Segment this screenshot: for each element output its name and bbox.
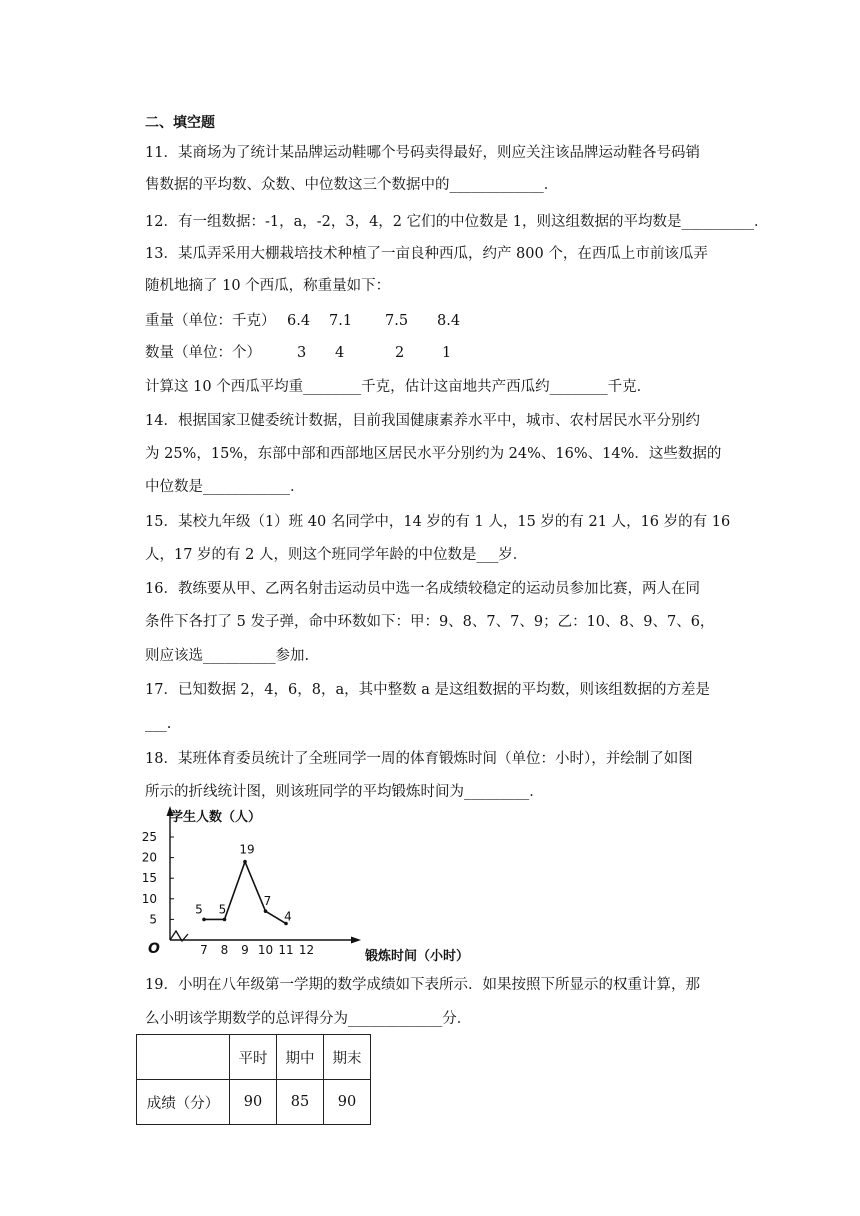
data-label: 5 xyxy=(218,902,227,917)
table-header-cell: 平时 xyxy=(230,1035,277,1080)
q16-line-3: 则应该选__________参加. xyxy=(145,648,310,664)
table-header-cell: 期中 xyxy=(277,1035,324,1080)
section-title: 二、填空题 xyxy=(145,115,215,131)
x-tick-label: 12 xyxy=(298,943,315,957)
data-label: 7 xyxy=(263,894,272,909)
data-point xyxy=(243,860,247,864)
y-tick-label: 20 xyxy=(141,850,157,865)
weight-value: 8.4 xyxy=(437,313,461,329)
q17-line-2: ___. xyxy=(145,716,172,732)
data-point xyxy=(223,918,227,922)
table-header-cell xyxy=(137,1035,230,1080)
weight-value: 6.4 xyxy=(287,313,311,329)
q15-line-2: 人，17 岁的有 2 人，则这个班同学年龄的中位数是___岁． xyxy=(145,547,528,563)
q13-weight-row xyxy=(145,311,665,331)
y-tick-label: 15 xyxy=(141,871,157,886)
q14-line-1: 14．根据国家卫健委统计数据，目前我国健康素养水平中，城市、农村居民水平分别约 xyxy=(145,413,700,429)
count-value: 3 xyxy=(297,345,307,361)
table-row-label: 成绩（分） xyxy=(137,1080,230,1125)
x-tick-label: 8 xyxy=(220,943,229,957)
q19-line-1: 19．小明在八年级第一学期的数学成绩如下表所示．如果按照下所显示的权重计算，那 xyxy=(145,977,700,993)
q18-line-1: 18．某班体育委员统计了全班同学一周的体育锻炼时间（单位：小时），并绘制了如图 xyxy=(145,751,693,767)
x-tick-label: 7 xyxy=(200,943,208,957)
q16-line-1: 16．教练要从甲、乙两名射击运动员中选一名成绩较稳定的运动员参加比赛，两人在同 xyxy=(145,581,700,597)
q13-count-row xyxy=(145,343,665,363)
q15-line-1: 15．某校九年级（1）班 40 名同学中，14 岁的有 1 人，15 岁的有 21 人，16 岁的有 16 xyxy=(145,514,731,530)
x-tick-label: 9 xyxy=(241,943,249,957)
q11-line-2: 售数据的平均数、众数、中位数这三个数据中的_____________． xyxy=(145,177,559,193)
q13-line-1: 13．某瓜弄采用大棚栽培技术种植了一亩良种西瓜，约产 800 个，在西瓜上市前该瓜弄 xyxy=(145,246,708,262)
table-row xyxy=(137,1080,371,1125)
count-value: 4 xyxy=(335,345,345,361)
y-tick-label: 25 xyxy=(141,830,157,844)
x-axis-arrow xyxy=(351,937,361,944)
q13-line-3: 计算这 10 个西瓜平均重________千克，估计这亩地共产西瓜约________千克． xyxy=(145,379,652,395)
table-header-cell: 期末 xyxy=(324,1035,371,1080)
count-value: 2 xyxy=(395,345,405,361)
q16-line-2: 条件下各打了 5 发子弹，命中环数如下：甲：9、8、7、7、9；乙：10、8、9、7、6， xyxy=(145,614,715,630)
data-point xyxy=(264,909,268,913)
x-axis-title: 锻炼时间（小时） xyxy=(365,949,470,964)
data-label: 5 xyxy=(195,902,203,917)
weight-value: 7.5 xyxy=(385,313,409,329)
q19-line-2: 么小明该学期数学的总评得分为_____________分． xyxy=(145,1011,472,1027)
data-label: 19 xyxy=(239,842,255,857)
table-cell: 85 xyxy=(277,1080,324,1125)
x-tick-label: 10 xyxy=(257,943,274,957)
y-tick-label: 10 xyxy=(141,891,157,906)
weight-value: 7.1 xyxy=(329,313,353,329)
q18-line-2: 所示的折线统计图，则该班同学的平均锻炼时间为_________． xyxy=(145,784,544,800)
weight-label: 重量（单位：千克） xyxy=(145,313,276,329)
data-label: 4 xyxy=(284,909,292,924)
score-table xyxy=(136,1034,371,1125)
count-value: 1 xyxy=(442,345,452,361)
q12-line-1: 12．有一组数据：-1，a，-2，3，4，2 它们的中位数是 1，则这组数据的平均数是__________． xyxy=(145,214,769,230)
y-axis-title: 学生人数（人） xyxy=(170,810,262,825)
data-point xyxy=(202,918,206,922)
y-tick-label: 5 xyxy=(149,912,157,927)
q14-line-2: 为 25%，15%，东部中部和西部地区居民水平分别约为 24%、16%、14%．这些数据的 xyxy=(145,446,722,462)
q13-line-2: 随机地摘了 10 个西瓜，称重量如下： xyxy=(145,278,391,294)
table-cell: 90 xyxy=(230,1080,277,1125)
q11-line-1: 11．某商场为了统计某品牌运动鞋哪个号码卖得最好，则应关注该品牌运动鞋各号码销 xyxy=(145,145,700,161)
q17-line-1: 17．已知数据 2，4，6，8，a，其中整数 a 是这组数据的平均数，则该组数据的方差是 xyxy=(145,682,710,698)
q14-line-3: 中位数是____________． xyxy=(145,479,305,495)
line-chart xyxy=(132,800,472,970)
x-tick-label: 11 xyxy=(278,943,294,957)
table-header-row xyxy=(137,1035,371,1080)
series-line xyxy=(204,862,286,924)
count-label: 数量（单位：个） xyxy=(145,345,261,361)
origin-label: O xyxy=(148,941,160,957)
table-cell: 90 xyxy=(324,1080,371,1125)
